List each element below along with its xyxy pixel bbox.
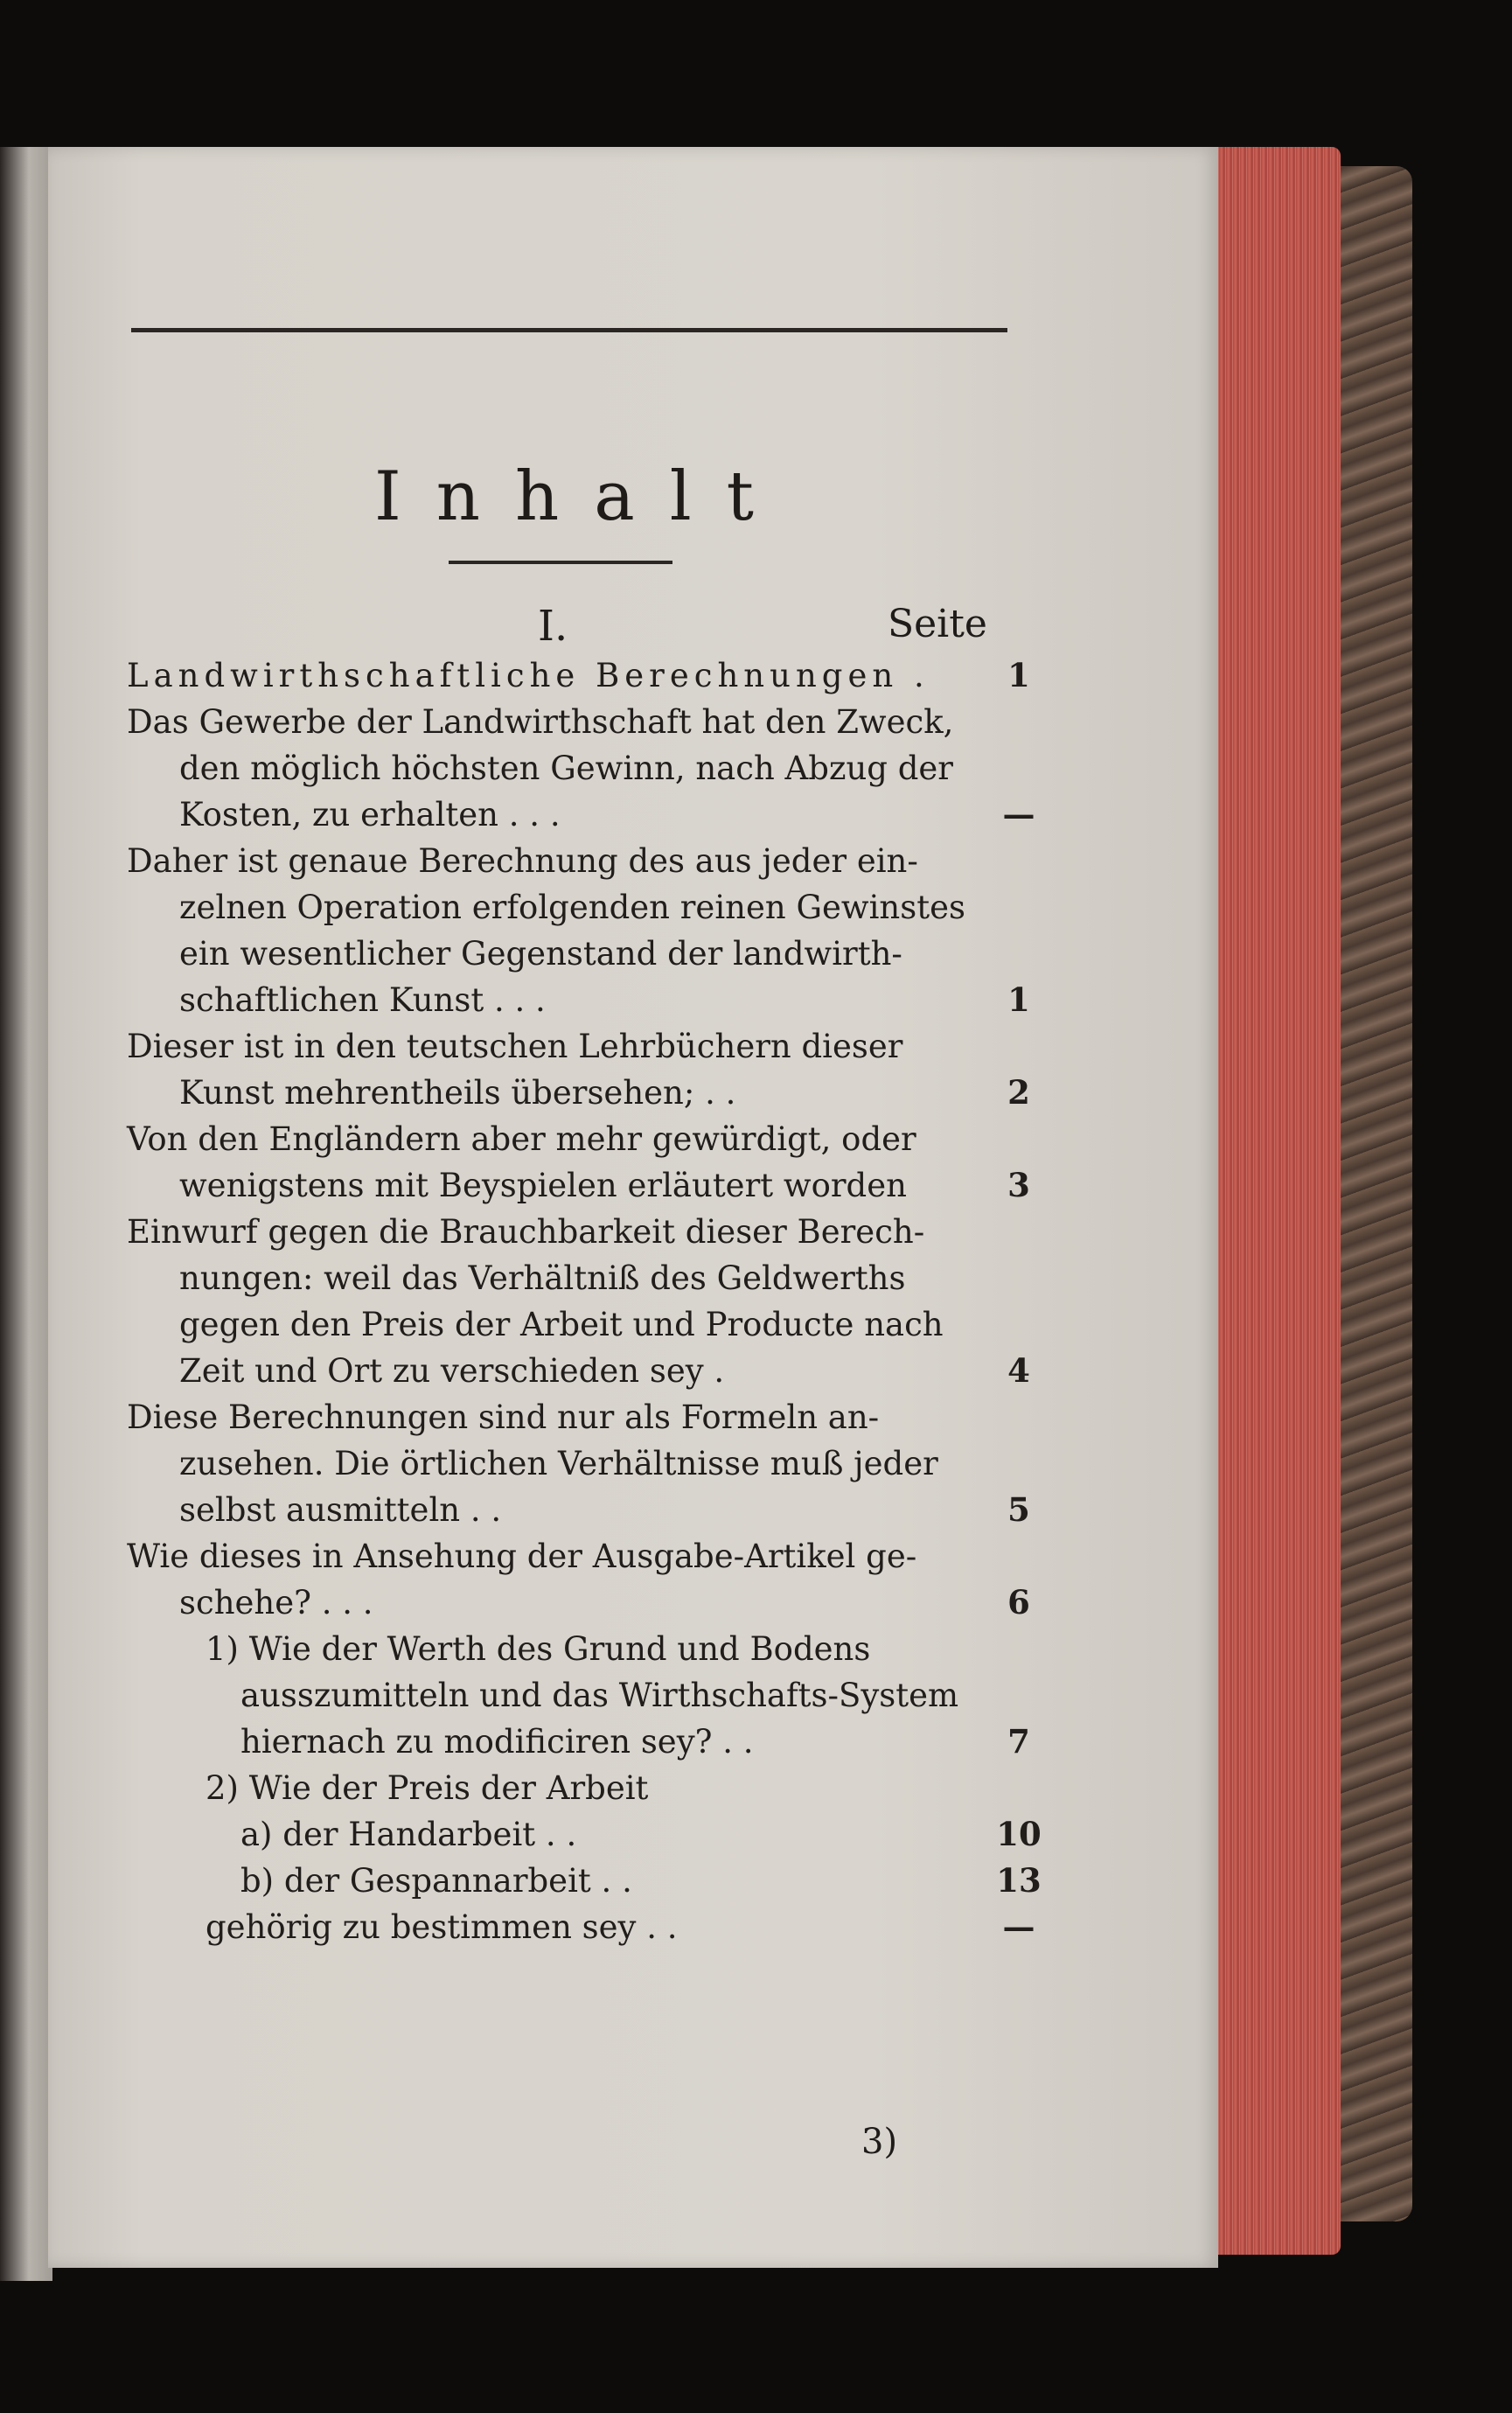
page-edges [1205,147,1341,2255]
toc-entry-text: Wie dieses in Ansehung der Ausgabe-Artikel ge- [127,1538,917,1575]
toc-entry-text: zusehen. Die örtlichen Verhältnisse muß jeder [179,1445,938,1482]
top-rule [131,328,1007,332]
table-of-contents [127,652,1045,1950]
toc-entry [127,1533,1045,1580]
toc-entry-text: a) der Handarbeit . . [240,1816,577,1853]
toc-entry-text: Von den Engländern aber mehr gewürdigt, oder [127,1120,916,1158]
toc-entry [127,931,1045,977]
toc-entry-page: 4 [1007,1351,1030,1390]
toc-entry-text: schehe? . . . [179,1584,373,1621]
toc-entry [127,1301,1045,1348]
toc-entry [127,1765,1045,1811]
toc-entry [127,884,1045,931]
toc-entry-page: 7 [1007,1722,1030,1761]
toc-entry-page: — [1002,795,1035,833]
toc-entry-text: nungen: weil das Verhältniß des Geldwerths [179,1259,906,1297]
toc-entry-text: gegen den Preis der Arbeit und Producte nach [179,1306,944,1343]
page-title: Inhalt [373,457,790,536]
toc-entry-text: ausszumitteln und das Wirthschafts-System [240,1677,959,1714]
toc-entry [127,1255,1045,1301]
toc-entry [127,1023,1045,1070]
toc-entry [127,1719,1045,1765]
toc-entry [127,1811,1045,1858]
toc-entry-text: wenigstens mit Beyspielen erläutert worden [179,1167,907,1204]
toc-entry-text: Zeit und Ort zu verschieden sey . [179,1352,725,1390]
catchword: 3) [861,2122,898,2162]
toc-entry-text: Kunst mehrentheils übersehen; . . [179,1074,736,1112]
toc-entry-page: 10 [996,1815,1042,1853]
book-page [48,147,1218,2268]
toc-entry [127,1904,1045,1950]
toc-entry-text: Einwurf gegen die Brauchbarkeit dieser Berech- [127,1213,925,1251]
toc-entry-page: 6 [1007,1583,1030,1621]
toc-entry-text: zelnen Operation erfolgenden reinen Gewinstes [179,889,966,926]
toc-entry [127,1394,1045,1440]
toc-entry [127,1440,1045,1487]
toc-entry [127,838,1045,884]
toc-entry-page: 1 [1007,656,1030,694]
toc-entry [127,1209,1045,1255]
toc-entry [127,977,1045,1023]
toc-entry [127,1162,1045,1209]
toc-entry-text: Das Gewerbe der Landwirthschaft hat den Zweck, [127,703,954,741]
toc-entry [127,1348,1045,1394]
toc-entry-page: 3 [1007,1166,1030,1204]
toc-entry-text: b) der Gespannarbeit . . [240,1862,632,1900]
toc-entry-text: den möglich höchsten Gewinn, nach Abzug der [179,750,953,787]
toc-entry-text: Kosten, zu erhalten . . . [179,796,561,833]
left-page-edge [0,147,52,2281]
toc-entry-page: 1 [1007,980,1030,1019]
toc-entry-text: 1) Wie der Werth des Grund und Bodens [206,1630,871,1668]
toc-entry [127,1580,1045,1626]
toc-entry [127,652,1045,699]
section-number: I. [538,602,568,651]
toc-entry [127,1626,1045,1672]
toc-entry [127,1858,1045,1904]
toc-entry-text: Diese Berechnungen sind nur als Formeln an- [127,1398,880,1436]
toc-entry [127,745,1045,792]
toc-entry [127,699,1045,745]
toc-entry-text: selbst ausmitteln . . [179,1491,502,1529]
toc-entry [127,1487,1045,1533]
toc-entry-page: — [1002,1907,1035,1946]
toc-entry-text: Dieser ist in den teutschen Lehrbüchern dieser [127,1028,903,1065]
toc-entry-text: gehörig zu bestimmen sey . . [206,1908,678,1946]
toc-entry-text: ein wesentlicher Gegenstand der landwirth- [179,935,902,973]
toc-entry-text: Landwirthschaftliche Berechnungen . [127,657,930,694]
toc-entry-text: Daher ist genaue Berechnung des aus jeder ein- [127,842,918,880]
page-column-label: Seite [888,602,987,646]
toc-entry [127,1672,1045,1719]
toc-entry-text: schaftlichen Kunst . . . [179,981,546,1019]
toc-entry [127,1116,1045,1162]
toc-entry-page: 5 [1007,1490,1030,1529]
toc-entry-page: 13 [996,1861,1042,1900]
title-rule [449,561,672,564]
toc-entry-text: 2) Wie der Preis der Arbeit [206,1769,649,1807]
toc-entry [127,1070,1045,1116]
toc-entry-page: 2 [1007,1073,1030,1112]
toc-entry-text: hiernach zu modificiren sey? . . [240,1723,754,1761]
toc-entry [127,792,1045,838]
